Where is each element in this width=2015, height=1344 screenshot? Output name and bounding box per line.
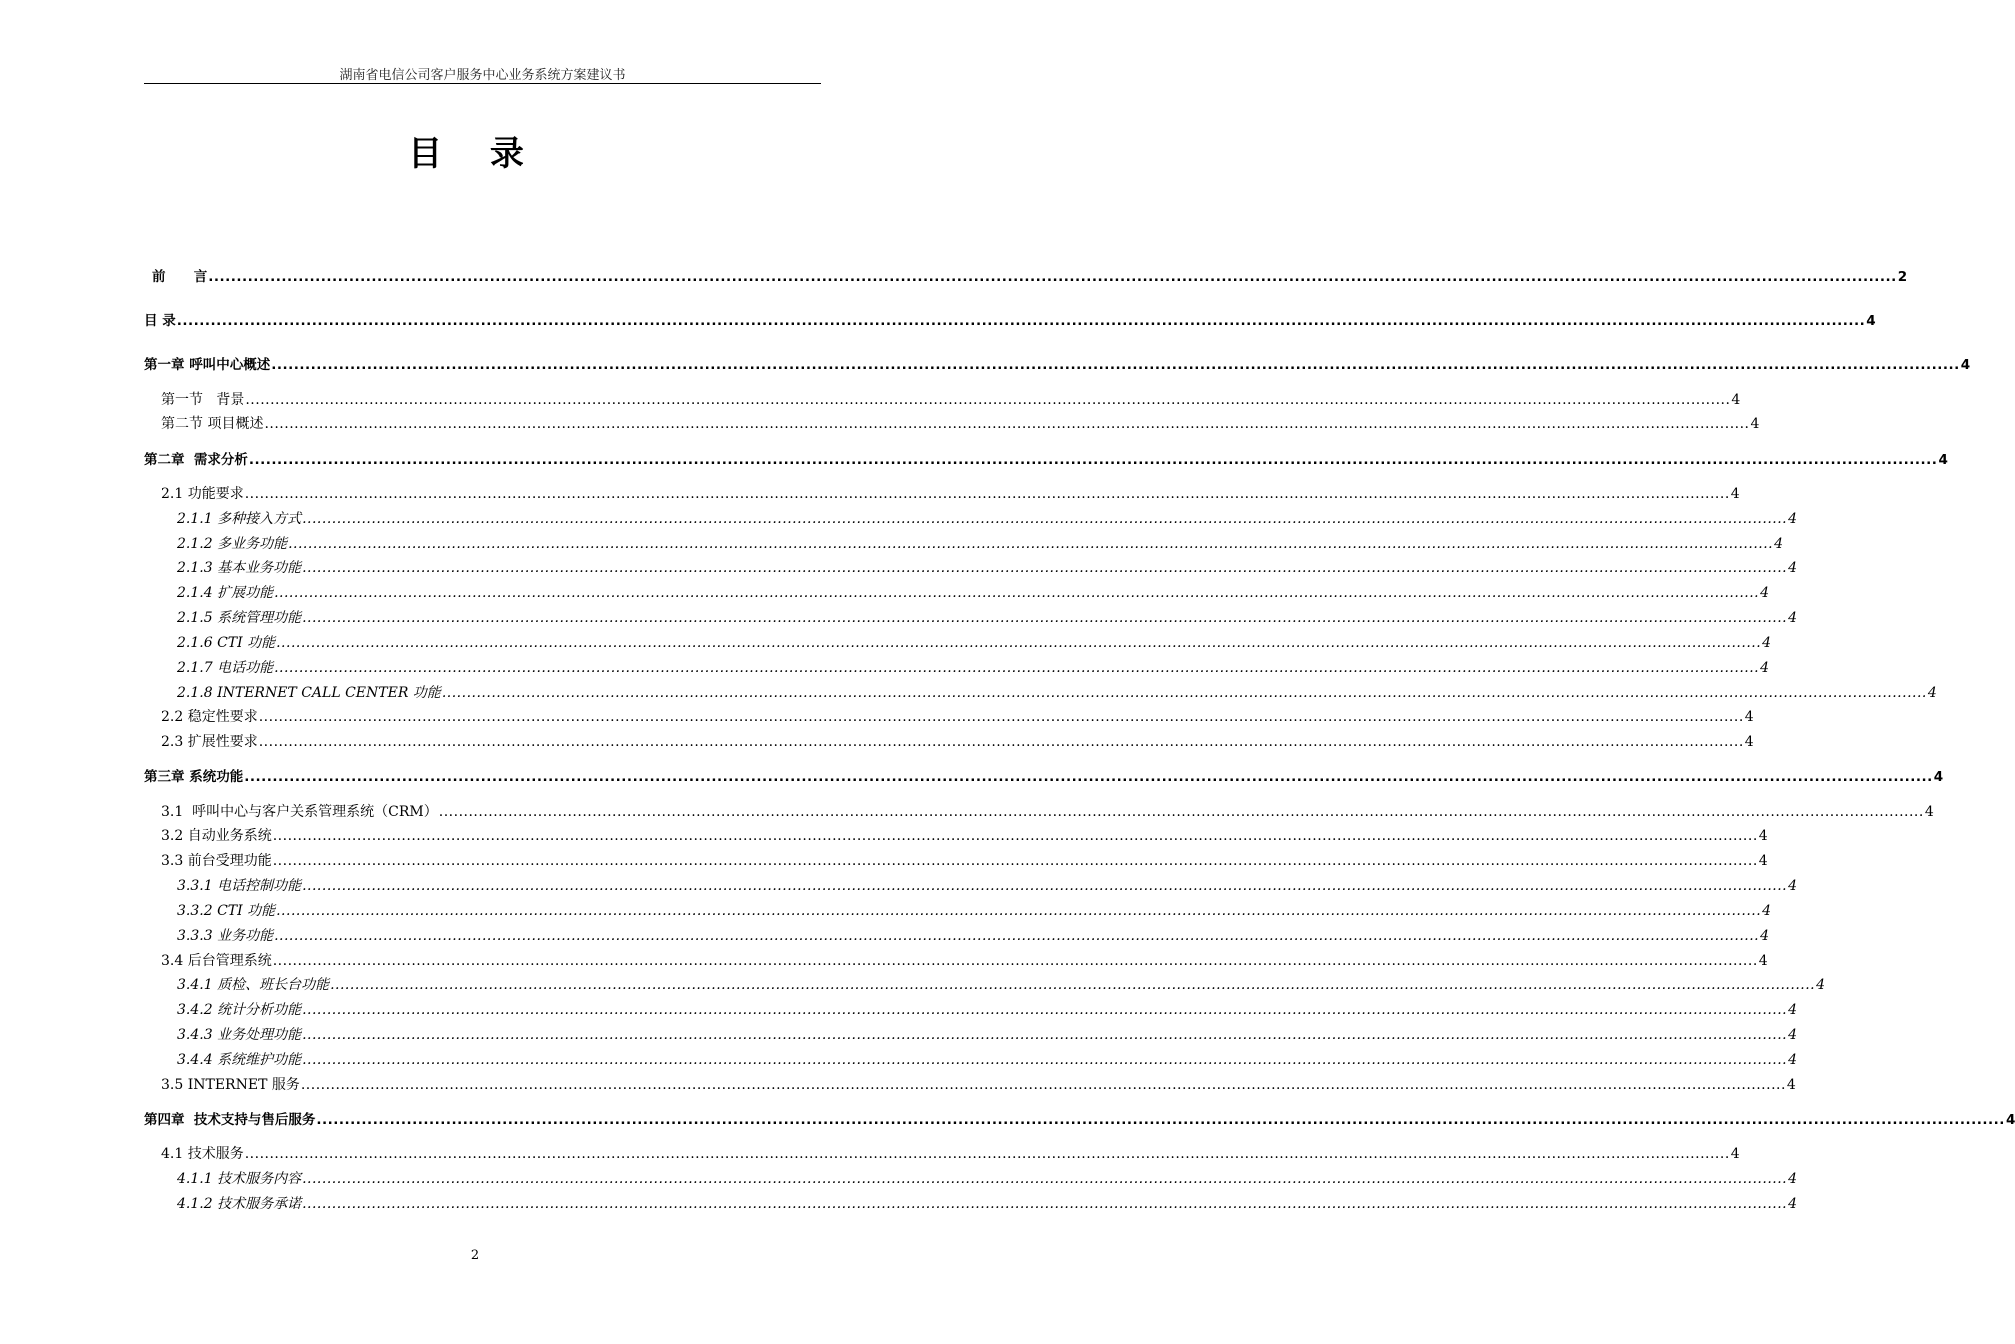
toc-entry-label: 2.1.1 多种接入方式 <box>177 511 302 527</box>
toc-entry[interactable] <box>161 826 1768 846</box>
toc-entry-page: 4 <box>1788 878 1798 894</box>
toc-dot-leader: ............................................................................................................................................................................................................................................................................................................ <box>302 1196 1788 1212</box>
toc-entry[interactable] <box>161 1144 1740 1164</box>
toc-dot-leader: ............................................................................................................................................................................................................................................................................................................ <box>272 953 1758 969</box>
toc-dot-leader: ............................................................................................................................................................................................................................................................................................................ <box>176 313 1866 329</box>
toc-entry-page: 4 <box>1762 635 1772 651</box>
toc-entry-page: 4 <box>1927 685 1937 701</box>
toc-dot-leader: ............................................................................................................................................................................................................................................................................................................ <box>441 685 1927 701</box>
toc-entry-page: 4 <box>1786 1077 1796 1093</box>
toc-entry[interactable] <box>177 975 1826 995</box>
toc-entry-label: 3.5 INTERNET 服务 <box>161 1077 300 1093</box>
toc-entry-label: 2.3 扩展性要求 <box>161 734 258 750</box>
toc-entry-page: 4 <box>1760 928 1770 944</box>
toc-entry[interactable] <box>152 267 1908 287</box>
toc-entry-label: 第二章 需求分析 <box>144 452 248 468</box>
toc-entry[interactable] <box>144 311 1876 331</box>
toc-entry[interactable] <box>177 1025 1798 1045</box>
toc-entry[interactable] <box>144 355 1971 375</box>
toc-entry-label: 3.3.3 业务功能 <box>177 928 274 944</box>
toc-entry-page: 4 <box>1744 709 1754 725</box>
toc-dot-leader: ............................................................................................................................................................................................................................................................................................................ <box>288 536 1774 552</box>
toc-entry-label: 3.4.3 业务处理功能 <box>177 1027 302 1043</box>
toc-entry-page: 2 <box>1897 269 1908 285</box>
toc-entry-label: 3.3.1 电话控制功能 <box>177 878 302 894</box>
toc-entry-page: 4 <box>1933 769 1944 785</box>
toc-entry[interactable] <box>177 633 1772 653</box>
toc-dot-leader: ............................................................................................................................................................................................................................................................................................................ <box>264 416 1750 432</box>
toc-entry-label: 3.4.2 统计分析功能 <box>177 1002 302 1018</box>
toc-entry-page: 4 <box>1960 357 1971 373</box>
toc-dot-leader: ............................................................................................................................................................................................................................................................................................................ <box>302 560 1788 576</box>
toc-dot-leader: ............................................................................................................................................................................................................................................................................................................ <box>302 1171 1788 1187</box>
toc-entry-page: 4 <box>1788 511 1798 527</box>
header-rule <box>144 83 821 84</box>
toc-entry[interactable] <box>177 1050 1798 1070</box>
toc-dot-leader: ............................................................................................................................................................................................................................................................................................................ <box>276 903 1762 919</box>
toc-dot-leader: ............................................................................................................................................................................................................................................................................................................ <box>244 1146 1730 1162</box>
toc-entry-label: 第一章 呼叫中心概述 <box>144 357 271 373</box>
toc-entry-page: 4 <box>1788 560 1798 576</box>
toc-dot-leader: ............................................................................................................................................................................................................................................................................................................ <box>248 452 1938 468</box>
toc-dot-leader: ............................................................................................................................................................................................................................................................................................................ <box>208 269 1897 285</box>
page-title: 目 录 <box>408 134 542 174</box>
toc-entry-page: 4 <box>1730 1146 1740 1162</box>
toc-dot-leader: ............................................................................................................................................................................................................................................................................................................ <box>276 635 1762 651</box>
toc-entry-page: 4 <box>1750 416 1760 432</box>
toc-entry[interactable] <box>177 683 1937 703</box>
toc-entry-page: 4 <box>1758 828 1768 844</box>
toc-entry[interactable] <box>161 732 1754 752</box>
toc-entry-label: 4.1.1 技术服务内容 <box>177 1171 302 1187</box>
toc-dot-leader: ............................................................................................................................................................................................................................................................................................................ <box>258 734 1744 750</box>
toc-entry-label: 2.1.5 系统管理功能 <box>177 610 302 626</box>
toc-entry-label: 2.1.2 多业务功能 <box>177 536 288 552</box>
toc-entry-label: 3.1 呼叫中心与客户关系管理系统（CRM） <box>161 804 438 820</box>
toc-entry-page: 4 <box>1788 1171 1798 1187</box>
toc-entry-label: 3.4.4 系统维护功能 <box>177 1052 302 1068</box>
toc-dot-leader: ............................................................................................................................................................................................................................................................................................................ <box>316 1112 2005 1128</box>
toc-entry[interactable] <box>161 851 1768 871</box>
toc-entry-page: 4 <box>1788 1196 1798 1212</box>
toc-entry-label: 2.1.8 INTERNET CALL CENTER 功能 <box>177 685 441 701</box>
toc-entry-label: 2.1.7 电话功能 <box>177 660 274 676</box>
toc-dot-leader: ............................................................................................................................................................................................................................................................................................................ <box>272 828 1758 844</box>
toc-entry-page: 4 <box>1788 1002 1798 1018</box>
toc-dot-leader: ............................................................................................................................................................................................................................................................................................................ <box>302 1027 1788 1043</box>
toc-entry-page: 4 <box>1788 1052 1798 1068</box>
toc-entry[interactable] <box>177 1194 1798 1214</box>
toc-entry[interactable] <box>144 450 1948 470</box>
toc-entry-label: 4.1 技术服务 <box>161 1146 244 1162</box>
toc-entry-label: 3.4.1 质检、班长台功能 <box>177 977 330 993</box>
toc-dot-leader: ............................................................................................................................................................................................................................................................................................................ <box>274 928 1760 944</box>
toc-entry[interactable] <box>177 901 1772 921</box>
toc-entry-label: 3.3 前台受理功能 <box>161 853 272 869</box>
toc-entry-page: 4 <box>1938 452 1948 468</box>
toc-dot-leader: ............................................................................................................................................................................................................................................................................................................ <box>245 392 1731 408</box>
toc-entry[interactable] <box>161 1075 1796 1095</box>
toc-entry[interactable] <box>177 1000 1798 1020</box>
toc-entry-label: 第四章 技术支持与售后服务 <box>144 1112 316 1128</box>
toc-entry[interactable] <box>177 534 1784 554</box>
toc-dot-leader: ............................................................................................................................................................................................................................................................................................................ <box>330 977 1816 993</box>
toc-dot-leader: ............................................................................................................................................................................................................................................................................................................ <box>244 769 1933 785</box>
toc-dot-leader: ............................................................................................................................................................................................................................................................................................................ <box>438 804 1924 820</box>
toc-dot-leader: ............................................................................................................................................................................................................................................................................................................ <box>302 610 1788 626</box>
toc-entry[interactable] <box>177 509 1798 529</box>
toc-dot-leader: ............................................................................................................................................................................................................................................................................................................ <box>258 709 1744 725</box>
toc-entry[interactable] <box>161 484 1740 504</box>
toc-entry-page: 4 <box>1744 734 1754 750</box>
toc-entry-page: 4 <box>1788 610 1798 626</box>
toc-entry[interactable] <box>161 951 1768 971</box>
toc-entry-page: 4 <box>1730 486 1740 502</box>
toc-entry-label: 3.3.2 CTI 功能 <box>177 903 276 919</box>
toc-entry[interactable] <box>177 583 1770 603</box>
toc-entry[interactable] <box>177 926 1770 946</box>
toc-dot-leader: ............................................................................................................................................................................................................................................................................................................ <box>302 1002 1788 1018</box>
toc-entry-page: 4 <box>1924 804 1934 820</box>
toc-entry-page: 4 <box>1816 977 1826 993</box>
toc-dot-leader: ............................................................................................................................................................................................................................................................................................................ <box>274 585 1760 601</box>
toc-dot-leader: ............................................................................................................................................................................................................................................................................................................ <box>300 1077 1786 1093</box>
toc-entry-label: 第三章 系统功能 <box>144 769 244 785</box>
toc-dot-leader: ............................................................................................................................................................................................................................................................................................................ <box>271 357 1960 373</box>
toc-entry-page: 4 <box>1760 660 1770 676</box>
toc-entry-label: 前 言 <box>152 269 208 285</box>
toc-entry-label: 目 录 <box>144 313 176 329</box>
toc-dot-leader: ............................................................................................................................................................................................................................................................................................................ <box>272 853 1758 869</box>
toc-entry-label: 第一节 背景 <box>161 392 245 408</box>
toc-entry[interactable] <box>161 707 1754 727</box>
toc-entry-page: 4 <box>1788 1027 1798 1043</box>
page-number: 2 <box>470 1248 480 1263</box>
toc-entry[interactable] <box>177 876 1798 896</box>
toc-entry[interactable] <box>177 608 1798 628</box>
toc-dot-leader: ............................................................................................................................................................................................................................................................................................................ <box>302 511 1788 527</box>
toc-entry-label: 2.2 稳定性要求 <box>161 709 258 725</box>
toc-entry-label: 4.1.2 技术服务承诺 <box>177 1196 302 1212</box>
toc-entry-label: 3.4 后台管理系统 <box>161 953 272 969</box>
toc-entry-page: 4 <box>1758 853 1768 869</box>
toc-entry-page: 4 <box>2005 1112 2015 1128</box>
toc-entry-page: 4 <box>1731 392 1741 408</box>
toc-dot-leader: ............................................................................................................................................................................................................................................................................................................ <box>274 660 1760 676</box>
toc-entry-label: 2.1.3 基本业务功能 <box>177 560 302 576</box>
toc-entry[interactable] <box>177 1169 1798 1189</box>
toc-dot-leader: ............................................................................................................................................................................................................................................................................................................ <box>244 486 1730 502</box>
toc-entry-label: 2.1 功能要求 <box>161 486 244 502</box>
toc-entry[interactable] <box>177 658 1770 678</box>
toc-entry-label: 2.1.6 CTI 功能 <box>177 635 276 651</box>
toc-entry-page: 4 <box>1774 536 1784 552</box>
toc-entry-label: 2.1.4 扩展功能 <box>177 585 274 601</box>
running-header: 湖南省电信公司客户服务中心业务系统方案建议书 <box>339 68 626 83</box>
toc-entry-page: 4 <box>1758 953 1768 969</box>
toc-dot-leader: ............................................................................................................................................................................................................................................................................................................ <box>302 878 1788 894</box>
toc-entry-page: 4 <box>1762 903 1772 919</box>
toc-entry-page: 4 <box>1760 585 1770 601</box>
toc-entry[interactable] <box>144 1110 2015 1130</box>
toc-entry[interactable] <box>144 767 1944 787</box>
toc-entry-page: 4 <box>1866 313 1876 329</box>
toc-entry[interactable] <box>177 558 1798 578</box>
toc-entry-label: 第二节 项目概述 <box>161 416 264 432</box>
toc-dot-leader: ............................................................................................................................................................................................................................................................................................................ <box>302 1052 1788 1068</box>
toc-entry-label: 3.2 自动业务系统 <box>161 828 272 844</box>
toc-entry[interactable] <box>161 802 1934 822</box>
toc-entry[interactable] <box>161 414 1760 434</box>
toc-entry[interactable] <box>161 390 1741 410</box>
